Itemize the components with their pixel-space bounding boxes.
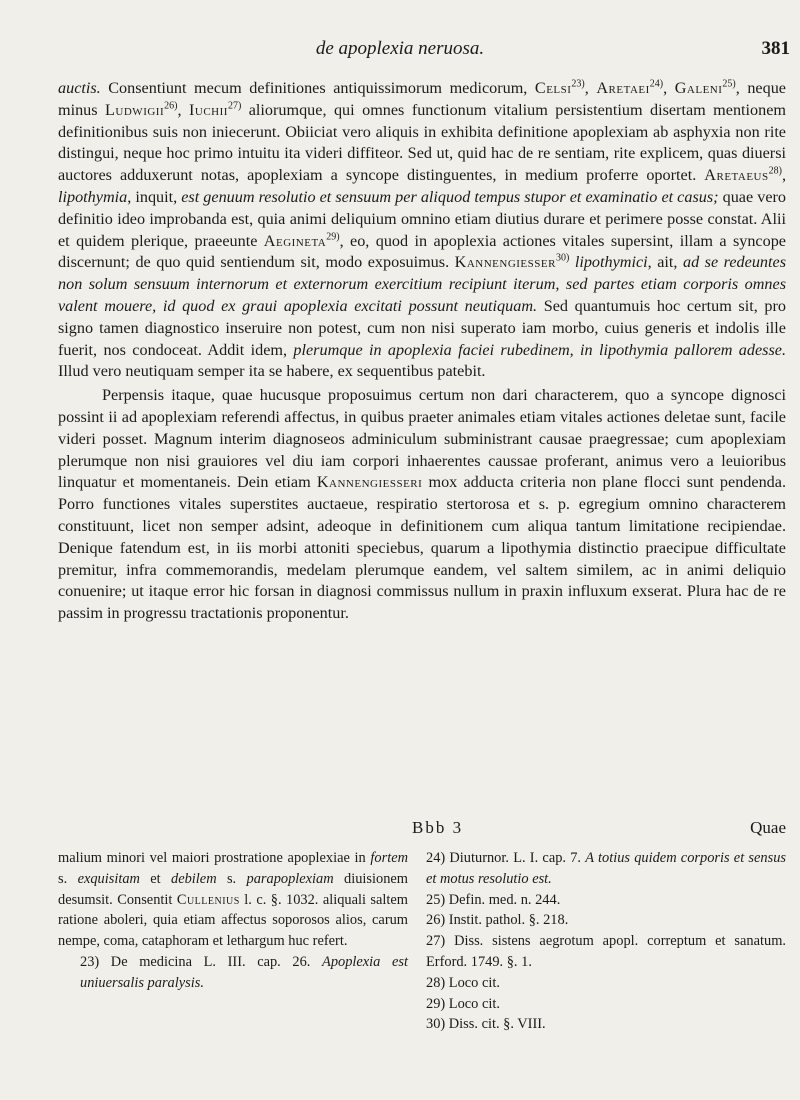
footnote-ref: 26) <box>164 100 178 112</box>
italic-term: fortem <box>370 850 408 866</box>
author-name: Celsi <box>534 79 572 97</box>
footnote-29: 29) Loco cit. <box>426 995 500 1012</box>
text-run: , <box>781 166 786 185</box>
text-run: 24) Diuturnor. L. I. cap. 7. <box>426 850 586 866</box>
page-header <box>0 38 800 68</box>
text-run: , inquit, <box>127 187 182 206</box>
author-name: Aretaei <box>596 79 650 97</box>
author-name: Kannengiesser <box>454 253 556 272</box>
author-name: Aretaeus <box>704 166 769 185</box>
text-run: Consentiunt mecum definitiones antiquissimorum medicorum, <box>100 79 535 97</box>
footnote-30: 30) Diss. cit. §. VIII. <box>426 1016 546 1033</box>
text-run: 23) De medicina L. III. cap. 26. <box>80 953 323 970</box>
main-text <box>58 78 786 625</box>
footnote-ref: 29) <box>326 231 340 243</box>
text-run: , neque minus <box>58 79 786 119</box>
author-name: Iuchii <box>188 100 228 119</box>
text-run: l. c. §. 1032. aliquali saltem ratione aboleri, quia etiam affectus soporosos alios, carum nempe, coma, cataphoram et lethargum huc refert. <box>58 891 408 950</box>
text-run: s. <box>216 870 247 887</box>
text-run: aliorumque, qui omnes functionum vitalium persistentium disertam mentionem definitionibus suis non iniecerunt. Obiiciat vero aliquis in exhibita definitione apoplexiam ab asphyxia non rite distingui, neque hoc primo intuitu ita videri diffiteor. Sed ut, quid hac de re sentiam, rite explicem, quas diuersi auctores adduxerunt notas, apoplexiam a syncope distinguentes, in medium proferre oportet. <box>58 100 787 185</box>
author-name: Cullenius <box>176 891 240 908</box>
text-run: Sed quantumuis hoc certum sit, pro signo tamen diagnostico inseruire non potest, cum non nisi superato iam morbo, cuius generis et indolis ille fuerit, nos condoceat. Addit idem, <box>58 296 786 359</box>
text-run: , eo, quod in apoplexia actiones vitales supersint, illam a syncope discernunt; de quo quid sentiendum sit, modo exposuimus. <box>58 231 786 272</box>
text-run: Perpensis itaque, quae hucusque proposuimus certum non dari characterem, quo a syncope dignosci possint ii ad apoplexiam referendi affectus, in quibus praeter animales etiam vitales actiones deletae sunt, facile videri posset. Magnum interim diagnoseos adminiculum subministrant causae praegressae; cum apoplexiam plerumque non nisi grauiores vel diu iam corpori inhaerentes caussae proferant, animus vero a leuioribus linquatur et momentaneis. Dein etiam <box>58 386 786 492</box>
quotation: plerumque in apoplexia faciei rubedinem, in lipothymia pallorem adesse. <box>293 340 786 359</box>
text-run: , <box>584 79 597 97</box>
footnotes-right-column <box>426 848 786 1035</box>
footnote-ref: 30) <box>555 252 570 264</box>
paragraph-1 <box>58 78 786 383</box>
quotation: A totius quidem corporis et sensus et motus resolutio est. <box>426 850 787 887</box>
running-head: de apoplexia neruosa. <box>315 38 485 59</box>
footnote-23 <box>58 952 408 994</box>
text-run: malium minori vel maiori prostratione apoplexiae in <box>58 850 371 866</box>
text-run: , <box>177 100 189 119</box>
footnote-24 <box>426 848 786 890</box>
footnote-ref: 27) <box>227 100 242 112</box>
italic-term: lipothymia <box>58 187 128 206</box>
text-run: mox adducta criteria non plane flocci sunt pendenda. Porro functiones vitales superstites auctaeue, respiratio stertorosa et s. p. egregium omnino characterem constituunt, licet non semper adsint, adeoque in definitionem cum aliqua tantum limitatione recipiendae. Denique fatendum est, in iis morbi attoniti speciebus, quarum a lipothymia distinctio praecipue difficultate premitur, infra commemorandis, medelam plerumque eandem, vel saltem similem, ac in animi deliquio conuenire; ut itaque error hic forsan in diagnosi commissus nullum in praxin influxum exserat. Plura hac de re passim in progressu tractationis proponentur. <box>58 473 786 623</box>
catchword: Quae <box>750 818 786 837</box>
text-run: s. <box>58 870 78 887</box>
signature-line <box>58 818 786 842</box>
quotation: est genuum resolutio et sensuum per aliquod tempus stupor et examinatio et casus; <box>181 187 719 206</box>
paragraph-2 <box>58 385 786 625</box>
author-name: Kannengiesseri <box>316 473 423 492</box>
quotation: Apoplexia est uniuersalis paralysis. <box>80 953 408 991</box>
italic-term: debilem <box>171 870 217 887</box>
italic-term: exquisitam <box>77 870 140 887</box>
text-run: , ait, <box>647 253 683 272</box>
italic-term: lipothymici <box>574 253 648 272</box>
footnotes-left-column <box>58 848 408 994</box>
text-run: diuisionem desumsit. Consentit <box>58 870 408 908</box>
signature-mark: Bbb 3 <box>412 818 464 837</box>
footnote-ref: 25) <box>722 78 736 90</box>
text-run: , <box>663 79 675 97</box>
footnote-28: 28) Loco cit. <box>426 974 500 991</box>
page-number: 381 <box>761 38 790 59</box>
footnote-25: 25) Defin. med. n. 244. <box>426 891 561 908</box>
author-name: Aegineta <box>263 231 327 250</box>
text-run: et <box>139 870 172 887</box>
footnote-ref: 24) <box>649 78 664 90</box>
footnote-ref: 23) <box>571 78 585 90</box>
footnote-27: 27) Diss. sistens aegrotum apopl. correptum et sanatum. Erford. 1749. §. 1. <box>426 933 786 970</box>
italic-term: parapoplexiam <box>246 870 334 887</box>
author-name: Galeni <box>674 79 723 97</box>
text-run: auctis. <box>58 79 101 97</box>
text-run: Illud vero neutiquam semper ita se habere, ex sequentibus patebit. <box>58 362 486 381</box>
text-run: quae vero definitio ideo improbanda est, quia animi deliquium omnino etiam diutius durare et perimere posse constat. Alii et quidem plerique, praeeunte <box>58 187 786 250</box>
quotation: ad se redeuntes non solum sensuum internorum et externorum exercitium recipiunt iterum, sed partes etiam corporis omnes valent mouere, id quod ex graui apoplexia excitati possunt neutiquam. <box>58 253 787 315</box>
author-name: Ludwigii <box>105 100 165 119</box>
footnote-ref: 28) <box>768 165 782 177</box>
footnote-26: 26) Instit. pathol. §. 218. <box>426 912 569 929</box>
footnote-continuation <box>58 848 408 952</box>
